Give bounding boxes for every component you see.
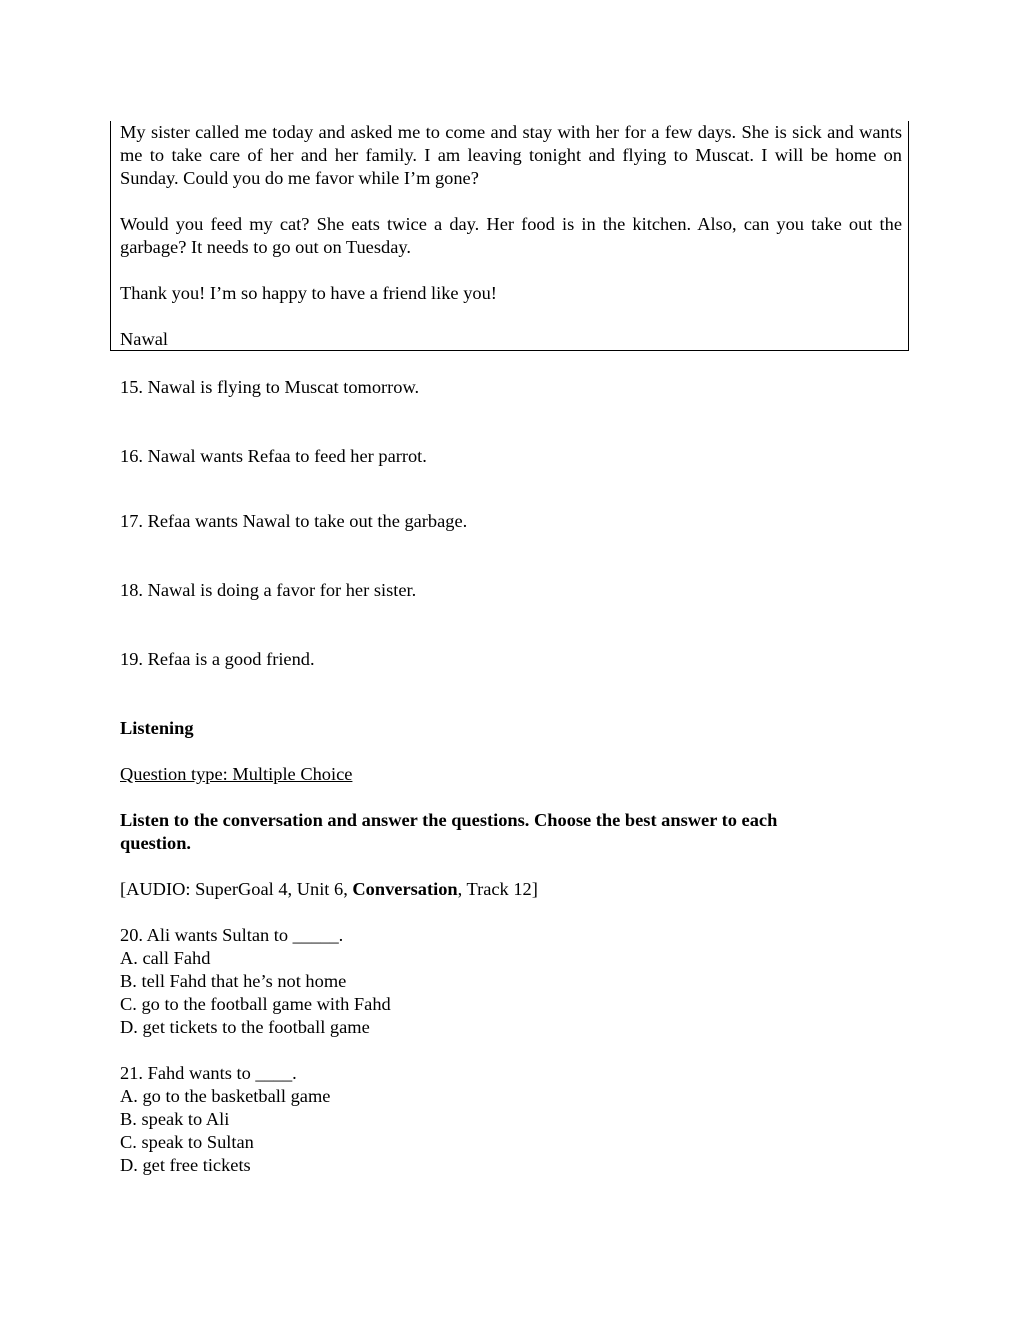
statement-17: 17. Refaa wants Nawal to take out the garbage. xyxy=(120,511,468,531)
audio-suffix: , Track 12] xyxy=(457,879,538,899)
audio-prefix: [AUDIO: SuperGoal 4, Unit 6, xyxy=(120,879,353,899)
question-21-option-b: B. speak to Ali xyxy=(120,1109,230,1129)
letter-paragraph-3: Thank you! I’m so happy to have a friend like you! xyxy=(120,283,497,303)
question-21-stem: 21. Fahd wants to ____. xyxy=(120,1063,297,1083)
audio-reference xyxy=(120,878,538,901)
letter-text xyxy=(120,121,902,351)
question-20-option-a: A. call Fahd xyxy=(120,948,211,968)
question-20-stem: 20. Ali wants Sultan to _____. xyxy=(120,925,344,945)
question-20-option-b: B. tell Fahd that he’s not home xyxy=(120,971,347,991)
statement-16: 16. Nawal wants Refaa to feed her parrot. xyxy=(120,446,427,466)
letter-paragraph-1: My sister called me today and asked me to come and stay with her for a few days. She is sick and wants me to take care of her and her family. I am leaving tonight and flying to Muscat. I will be home on Sunday. Could you do me favor while I’m gone? xyxy=(120,122,902,188)
question-21 xyxy=(120,1062,330,1177)
audio-bold: Conversation xyxy=(352,879,458,899)
question-type-label: Question type: Multiple Choice xyxy=(120,764,353,784)
listening-heading: Listening xyxy=(120,718,194,738)
question-21-option-c: C. speak to Sultan xyxy=(120,1132,254,1152)
letter-signature: Nawal xyxy=(120,329,168,349)
listening-instructions: Listen to the conversation and answer the questions. Choose the best answer to each question. xyxy=(120,810,778,853)
statement-19: 19. Refaa is a good friend. xyxy=(120,649,315,669)
question-20-option-d: D. get tickets to the football game xyxy=(120,1017,370,1037)
statement-18: 18. Nawal is doing a favor for her sister. xyxy=(120,580,417,600)
question-21-option-a: A. go to the basketball game xyxy=(120,1086,331,1106)
statement-15: 15. Nawal is flying to Muscat tomorrow. xyxy=(120,377,420,397)
question-20-option-c: C. go to the football game with Fahd xyxy=(120,994,391,1014)
question-21-option-d: D. get free tickets xyxy=(120,1155,251,1175)
letter-box xyxy=(110,121,909,351)
question-20 xyxy=(120,924,391,1039)
letter-paragraph-2: Would you feed my cat? She eats twice a day. Her food is in the kitchen. Also, can you take out the garbage? It needs to go out on Tuesday. xyxy=(120,214,902,257)
